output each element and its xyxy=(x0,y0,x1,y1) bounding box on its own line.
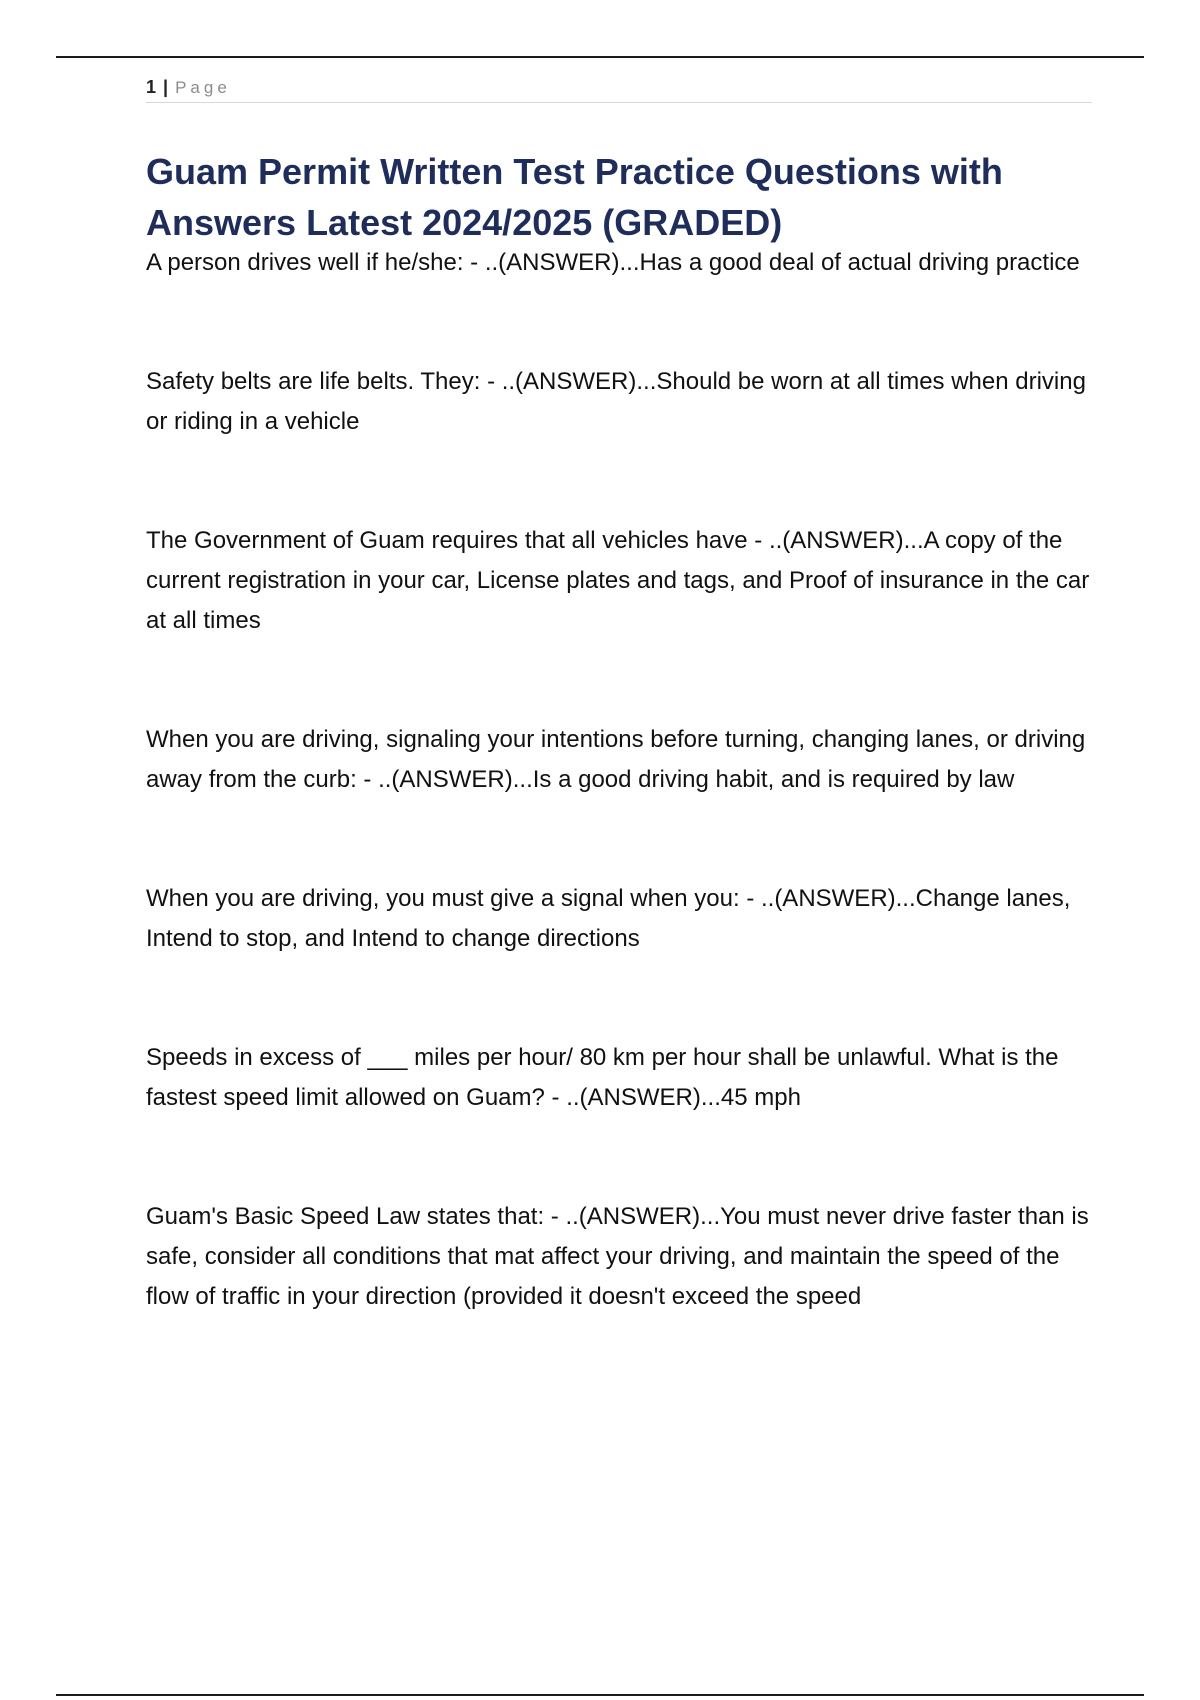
qa-item: Speeds in excess of ___ miles per hour/ 80 km per hour shall be unlawful. What is the fastest speed limit allowed on Guam? - ..(ANSWER)...45 mph xyxy=(146,1044,1059,1111)
page-separator: | xyxy=(163,77,169,97)
qa-item: When you are driving, you must give a signal when you: - ..(ANSWER)...Change lanes, Intend to stop, and Intend to change directions xyxy=(146,885,1071,952)
qa-item: When you are driving, signaling your intentions before turning, changing lanes, or driving away from the curb: - ..(ANSWER)...Is a good driving habit, and is required by law xyxy=(146,726,1086,793)
qa-item: A person drives well if he/she: - ..(ANSWER)...Has a good deal of actual driving practice xyxy=(146,249,1080,276)
qa-item: Guam's Basic Speed Law states that: - ..(ANSWER)...You must never drive faster than is safe, consider all conditions that mat affect your driving, and maintain the speed of the flow of traffic in your direction (provided it doesn't exceed the speed xyxy=(146,1203,1089,1310)
qa-item: The Government of Guam requires that all vehicles have - ..(ANSWER)...A copy of the current registration in your car, License plates and tags, and Proof of insurance in the car at all times xyxy=(146,527,1090,634)
qa-list xyxy=(146,243,1092,1396)
page-label: Page xyxy=(175,78,231,97)
bottom-rule xyxy=(56,1694,1144,1696)
top-rule xyxy=(56,56,1144,58)
page-header xyxy=(146,74,1092,103)
document-title: Guam Permit Written Test Practice Questions with Answers Latest 2024/2025 (GRADED) xyxy=(146,151,1003,243)
qa-item: Safety belts are life belts. They: - ..(ANSWER)...Should be worn at all times when driving or riding in a vehicle xyxy=(146,368,1086,435)
page-number: 1 xyxy=(146,77,157,97)
